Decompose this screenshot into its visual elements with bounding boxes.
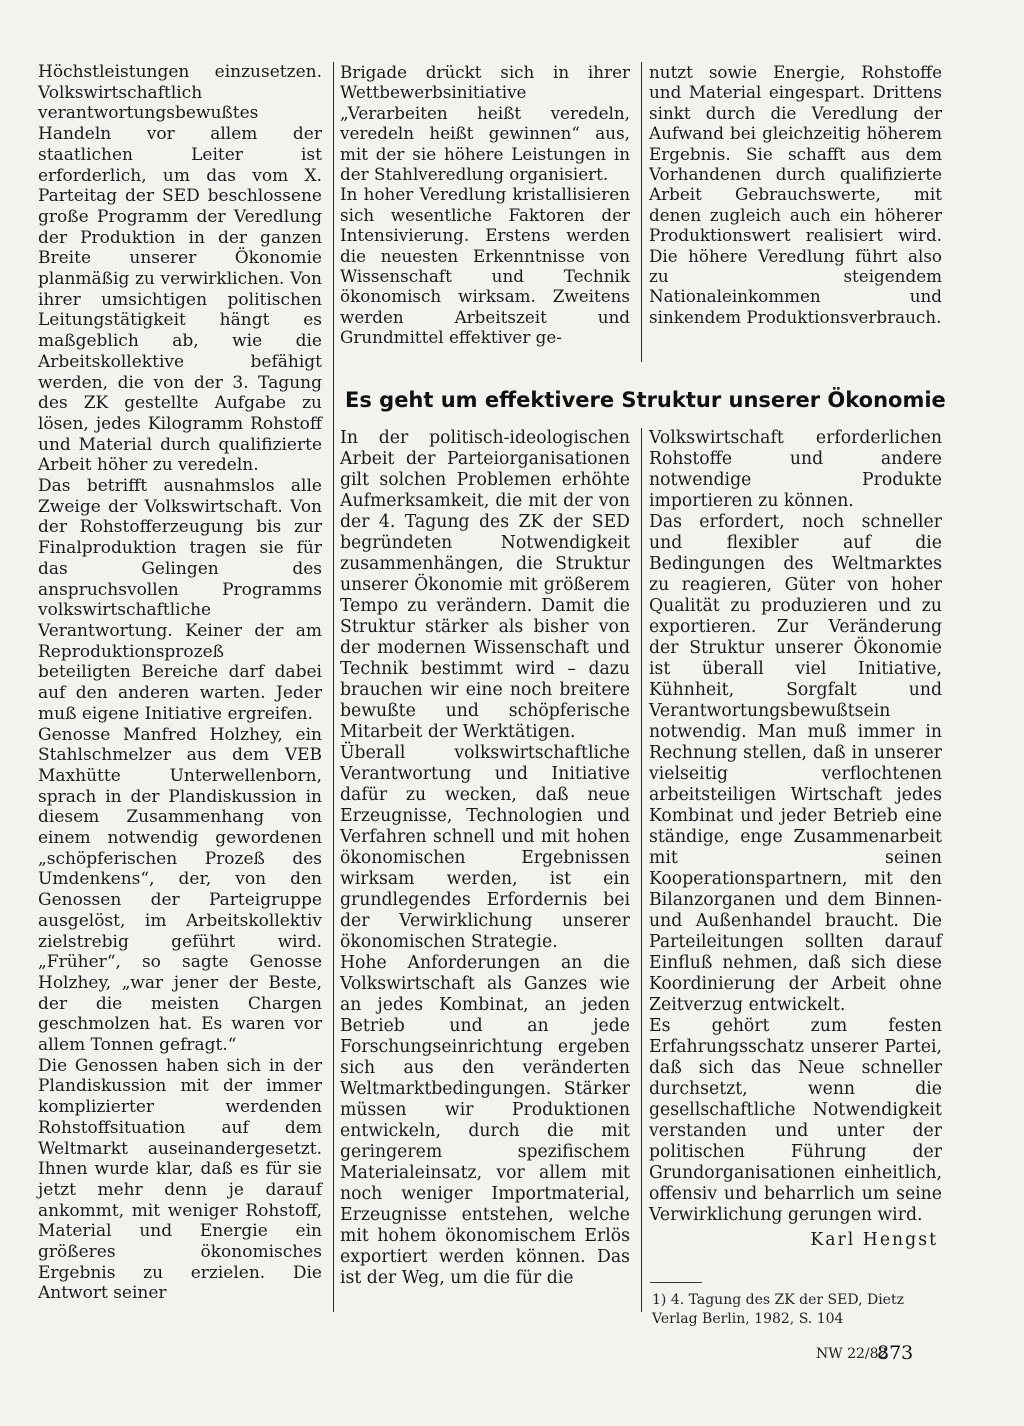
article-column-3 [649, 62, 942, 327]
paragraph: Es gehört zum festen Erfahrungsschatz unserer Partei, daß sich das Neue schneller durchsetzt, wenn die gesellschaftliche Notwendigkeit verstanden und unter der politischen Führung der Grundorganisationen einheitlich, offensiv und beharrlich um seine Verwirklichung gerungen wird. [649, 1016, 942, 1225]
footnote: 1) 4. Tagung des ZK der SED, Dietz Verlag Berlin, 1982, S. 104 [652, 1292, 904, 1327]
article-column-2 [340, 62, 630, 348]
paragraph: Höchstleistungen einzusetzen. Volkswirtschaftlich verantwortungsbewußtes Handeln vor allem der staatlichen Leiter ist erforderlich, um das vom X. Parteitag der SED beschlossene große Programm der Veredlung der Produktion in der ganzen Breite unserer Ökonomie planmäßig zu verwirklichen. Von ihrer umsichtigen politischen Leitungstätigkeit hängt es maßgeblich ab, wie die Arbeitskollektive befähigt werden, die von der 3. Tagung des ZK gestellte Aufgabe zu lösen, jedes Kilogramm Rohstoff und Material durch qualifizierte Arbeit höher zu veredeln. [38, 62, 322, 476]
column-rule [641, 62, 642, 362]
paragraph: Volkswirtschaft erforderlichen Rohstoffe und andere notwendige Produkte importieren zu können. [649, 428, 942, 511]
paragraph: In hoher Veredlung kristallisieren sich wesentliche Faktoren der Intensivierung. Erstens werden die neuesten Erkenntnisse von Wissenschaft und Technik ökonomisch wirksam. Zweitens werden Arbeitszeit und Grundmittel effektiver ge- [340, 184, 630, 348]
paragraph: Das betrifft ausnahmslos alle Zweige der Volkswirtschaft. Von der Rohstofferzeugung bis zur Finalproduktion tragen sie für das Gelingen des anspruchsvollen Programms volkswirtschaftliche Verantwortung. Keiner der am Reproduktionsprozeß beteiligten Bereiche darf dabei auf den anderen warten. Jeder muß eigene Initiative ergreifen. [38, 476, 322, 724]
article-column-4 [340, 428, 630, 1289]
footnote-rule [650, 1282, 702, 1283]
paragraph: Genosse Manfred Holzhey, ein Stahlschmelzer aus dem VEB Maxhütte Unterwellenborn, sprach in der Plandiskussion in diesem Zusammenhang von einem notwendig gewordenen „schöpferischen Prozeß des Umdenkens“, der, von den Genossen der Parteigruppe ausgelöst, im Arbeitskollektiv zielstrebig geführt wird. „Früher“, so sagte Genosse Holzhey, „war jener der Beste, der die meisten Chargen geschmolzen hat. Es waren vor allem Tonnen gefragt.“ [38, 724, 322, 1056]
paragraph: Das erfordert, noch schneller und flexibler auf die Bedingungen des Weltmarktes zu reagieren, Güter von hoher Qualität zu produzieren und zu exportieren. Zur Veränderung der Struktur unserer Ökonomie ist überall viel Initiative, Kühnheit, Sorgfalt und Verantwortungsbewußtsein notwendig. Man muß immer in Rechnung stellen, daß in unserer vielseitig verflochtenen arbeitsteiligen Wirtschaft jedes Kombinat und jeder Betrieb eine ständige, enge Zusammenarbeit mit seinen Kooperationspartnern, mit den Bilanzorganen und dem Binnen- und Außenhandel braucht. Die Parteileitungen sollten darauf Einfluß nehmen, daß sich diese Koordinierung der Arbeit ohne Zeitverzug entwickelt. [649, 512, 942, 1015]
paragraph: In der politisch-ideologischen Arbeit der Parteiorganisationen gilt solchen Problemen erhöhte Aufmerksamkeit, die mit der von der 4. Tagung des ZK der SED begründeten Notwendigkeit zusammenhängen, die Struktur unserer Ökonomie mit größerem Tempo zu verändern. Damit die Struktur stärker als bisher von der modernen Wissenschaft und Technik bestimmt wird – dazu brauchen wir eine noch breitere bewußte und schöpferische Mitarbeit der Werktätigen. [340, 428, 630, 742]
journal-reference: NW 22/82 [816, 1346, 888, 1362]
column-rule [333, 62, 334, 1312]
paragraph: Überall volkswirtschaftliche Verantwortung und Initiative dafür zu wecken, daß neue Erzeugnisse, Technologien und Verfahren schnell und mit hohen ökonomischen Ergebnissen wirksam werden, ist ein grundlegendes Erfordernis bei der Verwirklichung unserer ökonomischen Strategie. [340, 743, 630, 952]
section-heading: Es geht um effektivere Struktur unserer Ökonomie [345, 388, 946, 412]
article-column-1 [38, 62, 322, 1304]
paragraph: Brigade drückt sich in ihrer Wettbewerbsinitiative „Verarbeiten heißt veredeln, veredeln heißt gewinnen“ aus, mit der sie höhere Leistungen in der Stahlveredlung organisiert. [340, 62, 630, 185]
author-signature: Karl Hengst [810, 1230, 938, 1250]
paragraph: Die Genossen haben sich in der Plandiskussion mit der immer komplizierter werdenden Rohstoffsituation auf dem Weltmarkt auseinandergesetzt. Ihnen wurde klar, daß es für sie jetzt mehr denn je darauf ankommt, mit weniger Rohstoff, Material und Energie ein größeres ökonomisches Ergebnis zu erzielen. Die Antwort seiner [38, 1055, 322, 1304]
paragraph: Hohe Anforderungen an die Volkswirtschaft als Ganzes wie an jedes Kombinat, an jeden Betrieb und an jede Forschungseinrichtung ergeben sich aus den veränderten Weltmarktbedingungen. Stärker müssen wir Produktionen entwickeln, durch die mit geringerem spezifischem Materialeinsatz, vor allem mit noch weniger Importmaterial, Erzeugnisse entstehen, welche mit hohem ökonomischem Erlös exportiert werden können. Das ist der Weg, um die für die [340, 953, 630, 1288]
article-column-5 [649, 428, 942, 1251]
column-rule [641, 428, 642, 1312]
paragraph: nutzt sowie Energie, Rohstoffe und Material eingespart. Drittens sinkt durch die Veredlung der Aufwand bei gleichzeitig höherem Ergebnis. Sie schafft aus dem Vorhandenen durch qualifizierte Arbeit Gebrauchswerte, mit denen zugleich auch ein höherer Produktionswert realisiert wird. Die höhere Veredlung führt also zu steigendem Nationaleinkommen und sinkendem Produktionsverbrauch. [649, 62, 942, 327]
page-number: 873 [877, 1342, 914, 1364]
